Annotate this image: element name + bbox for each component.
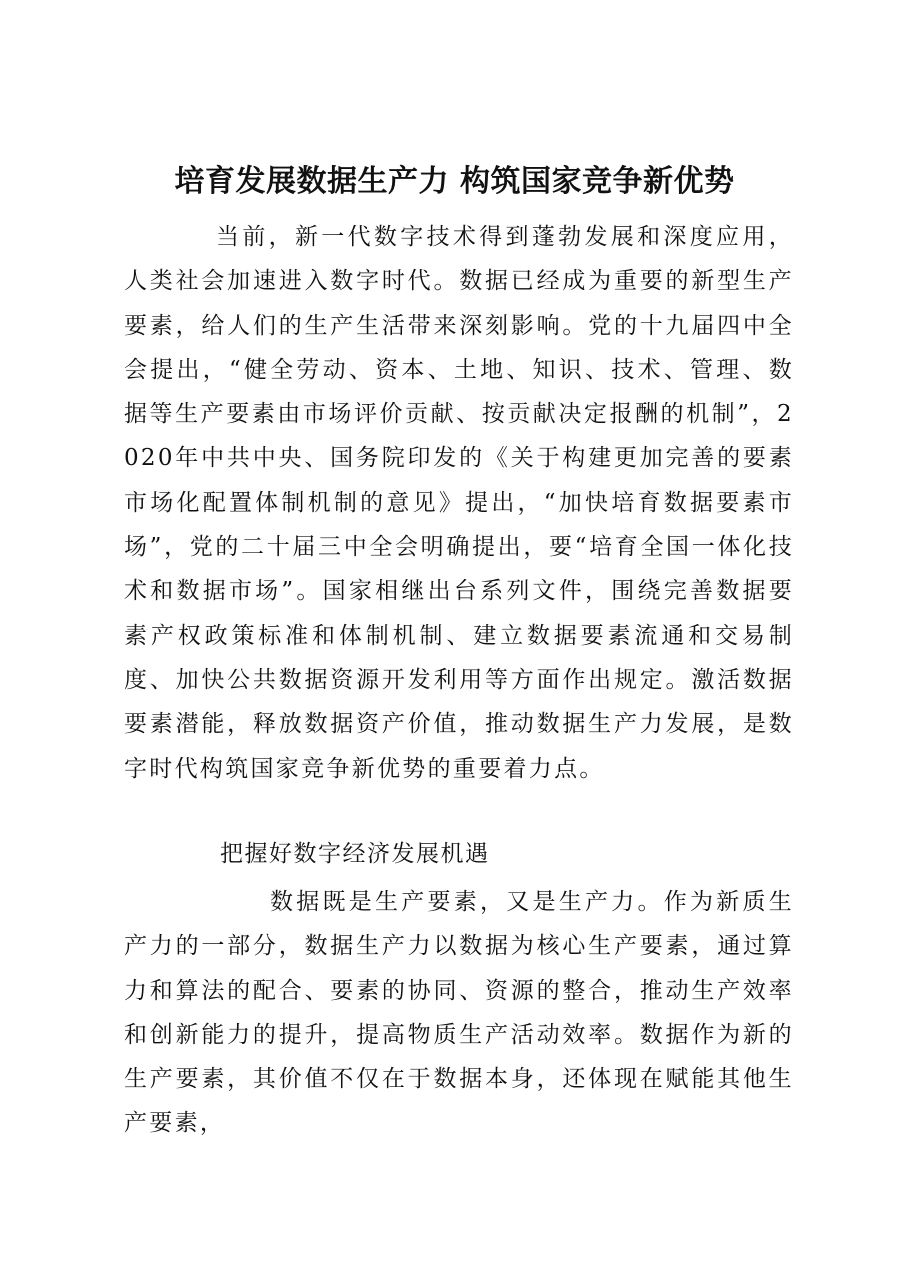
section-heading: 把握好数字经济发展机遇 <box>220 841 490 867</box>
document-title: 培育发展数据生产力 构筑国家竞争新优势 <box>174 164 735 199</box>
section-paragraph: 数据既是生产要素，又是生产力。作为新质生产力的一部分，数据生产力以数据为核心生产要素，通过算力和算法的配合、要素的协同、资源的整合，推动生产效率和创新能力的提升，提高物质生产活动效率。数据作为新的生产要素，其价值不仅在于数据本身，还体现在赋能其他生产要素， <box>124 889 794 1137</box>
intro-paragraph: 当前，新一代数字技术得到蓬勃发展和深度应用，人类社会加速进入数字时代。数据已经成为重要的新型生产要素，给人们的生产生活带来深刻影响。党的十九届四中全会提出，“健全劳动、资本、土地、知识、技术、管理、数据等生产要素由市场评价贡献、按贡献决定报酬的机制”，2020年中共中央、国务院印发的《关于构建更加完善的要素市场化配置体制机制的意见》提出，“加快培育数据要素市场”，党的二十届三中全会明确提出，要“培育全国一体化技术和数据市场”。国家相继出台系列文件，围绕完善数据要素产权政策标准和体制机制、建立数据要素流通和交易制度、加快公共数据资源开发利用等方面作出规定。激活数据要素潜能，释放数据资产价值，推动数据生产力发展，是数字时代构筑国家竞争新优势的重要着力点。 <box>124 224 794 782</box>
